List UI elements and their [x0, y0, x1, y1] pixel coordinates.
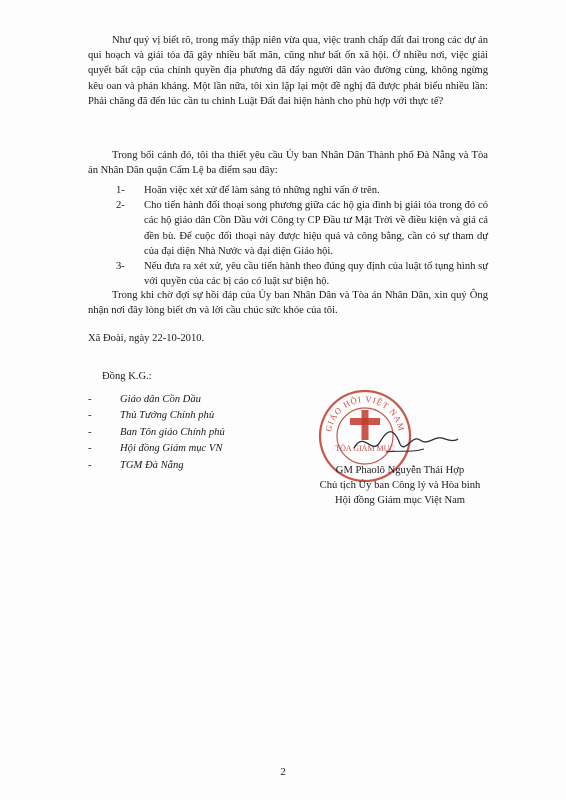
- cc-item: - Hội đồng Giám mục VN: [88, 441, 225, 457]
- cc-item-label: Thủ Tướng Chính phủ: [120, 410, 215, 422]
- list-item-number: 3-: [116, 261, 125, 273]
- cc-item: - TGM Đà Nẵng: [88, 458, 225, 474]
- seal-top-text: GIÁO HỘI VIỆT NAM: [323, 393, 407, 433]
- paragraph-land-disputes: Như quý vị biết rõ, trong mấy thập niên vừa qua, việc tranh chấp đất đai trong các dự án qui hoạch và giải tỏa đã gây nhiều bất mãn, cũng như bất ổn xã hội. Ở nhiều nơi, việc giải quyết bất cập của chính quyền địa phương đã đẩy người dân vào đường cùng, không ngừng kêu oan và phản kháng. Một lần nữa, tôi xin lặp lại một đề nghị đã được phát biểu nhiều lần: Phải chăng đã đến lúc cần tu chỉnh Luật Đất đai hiện hành cho phù hợp với thực tế?: [88, 35, 488, 107]
- handwritten-signature: [350, 422, 460, 462]
- list-item-number: 2-: [116, 200, 125, 212]
- list-item: [88, 198, 488, 259]
- list-item-text: Cho tiến hành đối thoại song phương giữa các hộ gia đình bị giải tỏa trong đó có các hộ giáo dân Cồn Dầu với Công ty CP Đầu tư Mặt Trời về điều kiện và giá cả đền bù. Để cuộc đối thoại này được hiệu quả và công bằng, cần có sự tham dự của đại diện Nhà Nước và đại diện Giáo hội.: [144, 200, 488, 257]
- signer-organization: Hội đồng Giám mục Việt Nam: [334, 495, 466, 507]
- cc-list: [88, 392, 225, 474]
- seal-center-text: TÒA GIÁM MỤC: [335, 444, 395, 453]
- cc-item-label: Ban Tôn giáo Chính phủ: [120, 426, 225, 438]
- signer-name: GM Phaolô Nguyễn Thái Hợp: [335, 465, 465, 476]
- cc-item-label: Giáo dân Cồn Dầu: [120, 394, 201, 405]
- cc-item: - Ban Tôn giáo Chính phủ: [88, 425, 225, 441]
- list-item-text: Nếu đưa ra xét xử, yêu cầu tiến hành theo đúng quy định của luật tố tụng hình sự với quyền của các bị cáo có luật sư biện hộ.: [144, 261, 488, 288]
- signer-role: Chủ tịch Ủy ban Công lý và Hòa bình: [319, 480, 481, 492]
- cc-item-label: Hội đồng Giám mục VN: [120, 443, 223, 455]
- cc-item: - Giáo dân Cồn Dầu: [88, 392, 225, 408]
- cc-item: - Thủ Tướng Chính phủ: [88, 408, 225, 424]
- list-item-text: Hoãn việc xét xử để làm sáng tỏ những nghi vấn ở trên.: [144, 185, 380, 196]
- request-list: [88, 183, 488, 289]
- page-number: 2: [280, 766, 286, 778]
- signature-block: [290, 463, 510, 509]
- cc-title: Đồng K.G.:: [102, 371, 152, 382]
- list-item: [88, 259, 488, 289]
- list-item-number: 1-: [116, 185, 125, 196]
- list-item: [88, 183, 488, 198]
- cc-item-label: TGM Đà Nẵng: [120, 459, 184, 471]
- paragraph-closing: Trong khi chờ đợi sự hồi đáp của Ủy ban Nhân Dân và Tòa án Nhân Dân, xin quý Ông nhận nơi đây lòng biết ơn và lời cầu chúc sức khỏe của tôi.: [88, 290, 488, 317]
- date-line: Xã Đoài, ngày 22-10-2010.: [88, 333, 205, 344]
- paragraph-request-intro: Trong bối cảnh đó, tôi tha thiết yêu cầu Ủy ban Nhân Dân Thành phố Đà Nẵng và Tòa án Nhân Dân quận Cẩm Lệ ba điểm sau đây:: [88, 150, 488, 177]
